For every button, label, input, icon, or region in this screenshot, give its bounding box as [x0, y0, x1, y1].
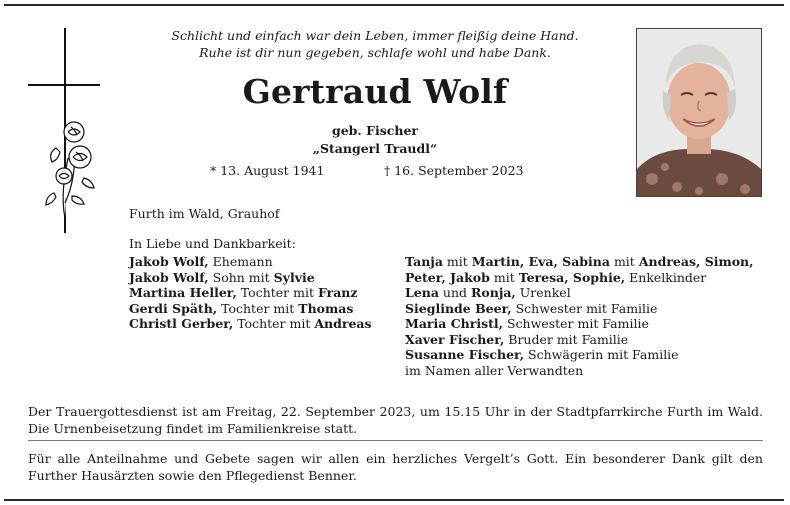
mourner-name: Susanne Fischer, [405, 347, 525, 362]
residence: Furth im Wald, Grauhof [129, 206, 280, 221]
mourner-name: Lena [405, 285, 439, 300]
mourner-relation: Tochter mit [233, 316, 315, 331]
funeral-service-info: Der Trauergottesdienst ist am Freitag, 22. September 2023, um 15.15 Uhr in der Stadtpfarrkirche Furth im Wald. Die Urnenbeisetzung findet im Familienkreise statt. [28, 404, 763, 436]
mourners-list-left [129, 254, 372, 332]
mourner-name: Andreas [314, 316, 372, 331]
mourner-relation: Tochter mit [236, 285, 318, 300]
mourner-relation: mit [489, 269, 519, 285]
mourner-name: Peter, Jakob [405, 269, 490, 285]
mourner-relation: Schwägerin mit Familie [524, 347, 679, 362]
mourner-name: Christl Gerber, [129, 316, 234, 331]
mourner-relation: Urenkel [515, 285, 571, 300]
mourner-relation: Tochter mit [217, 300, 299, 316]
mourner-line [405, 301, 754, 317]
mourner-name: Ronja, [471, 285, 516, 300]
mourner-name: Martin, Eva, Sabina [471, 254, 610, 269]
portrait-photo [636, 28, 762, 197]
mourner-name: Franz [317, 285, 358, 300]
mourner-relation: Sohn mit [208, 269, 274, 285]
divider [28, 440, 763, 441]
mourner-relation: Bruder mit Familie [504, 331, 629, 347]
verse-line-2: Ruhe ist dir nun gegeben, schlafe wohl und habe Dank. [199, 45, 551, 60]
mourners-list-right [405, 254, 754, 378]
mourner-name: Sieglinde Beer, [405, 300, 512, 316]
mourner-name: Sylvie [273, 269, 315, 285]
mourner-relation: mit [609, 254, 639, 269]
mourner-line [405, 363, 754, 379]
birth-name: geb. Fischer [331, 123, 419, 138]
mourner-line [405, 254, 754, 270]
mourner-line [129, 301, 372, 317]
birth-date: * 13. August 1941 [210, 163, 325, 178]
memorial-verse [150, 27, 600, 61]
mourner-name: Tanja [405, 254, 443, 269]
mourner-line [129, 254, 372, 270]
mourner-line [405, 347, 754, 363]
cross-with-rose-icon [28, 28, 103, 233]
mourner-name: Jakob Wolf, [129, 269, 209, 285]
death-date: † 16. September 2023 [384, 163, 524, 178]
mourner-line [129, 285, 372, 301]
name-details [170, 122, 580, 158]
mourner-name: Maria Christl, [405, 316, 504, 331]
mourner-line [129, 270, 372, 286]
mourner-relation: mit [442, 254, 472, 269]
mourner-line [405, 316, 754, 332]
mourner-line [405, 332, 754, 348]
mourner-name: Gerdi Späth, [129, 300, 218, 316]
mourners-heading: In Liebe und Dankbarkeit: [129, 236, 296, 251]
mourner-relation: Enkelkinder [625, 269, 707, 285]
mourner-name: Thomas [298, 300, 354, 316]
mourner-relation: Schwester mit Familie [503, 316, 649, 331]
mourner-relation: im Namen aller Verwandten [405, 362, 584, 378]
mourner-relation: Schwester mit Familie [511, 300, 658, 316]
mourner-line [405, 285, 754, 301]
acknowledgement-text: Für alle Anteilnahme und Gebete sagen wir allen ein herzliches Vergelt’s Gott. Ein besonderer Dank gilt den Further Hausärzten sowie den Pflegedienst Benner. [28, 451, 763, 483]
mourner-relation: und [438, 285, 471, 300]
verse-line-1: Schlicht und einfach war dein Leben, immer fleißig deine Hand. [171, 28, 579, 43]
mourner-line [405, 270, 754, 286]
deceased-name: Gertraud Wolf [242, 72, 508, 111]
mourner-line [129, 316, 372, 332]
mourner-name: Teresa, Sophie, [518, 269, 626, 285]
mourner-name: Martina Heller, [129, 285, 237, 300]
mourner-name: Jakob Wolf, [129, 254, 209, 269]
nickname: „Stangerl Traudl“ [312, 141, 438, 156]
mourner-name: Xaver Fischer, [405, 331, 505, 347]
mourner-name: Andreas, Simon, [638, 254, 754, 269]
mourner-relation: Ehemann [208, 254, 273, 269]
